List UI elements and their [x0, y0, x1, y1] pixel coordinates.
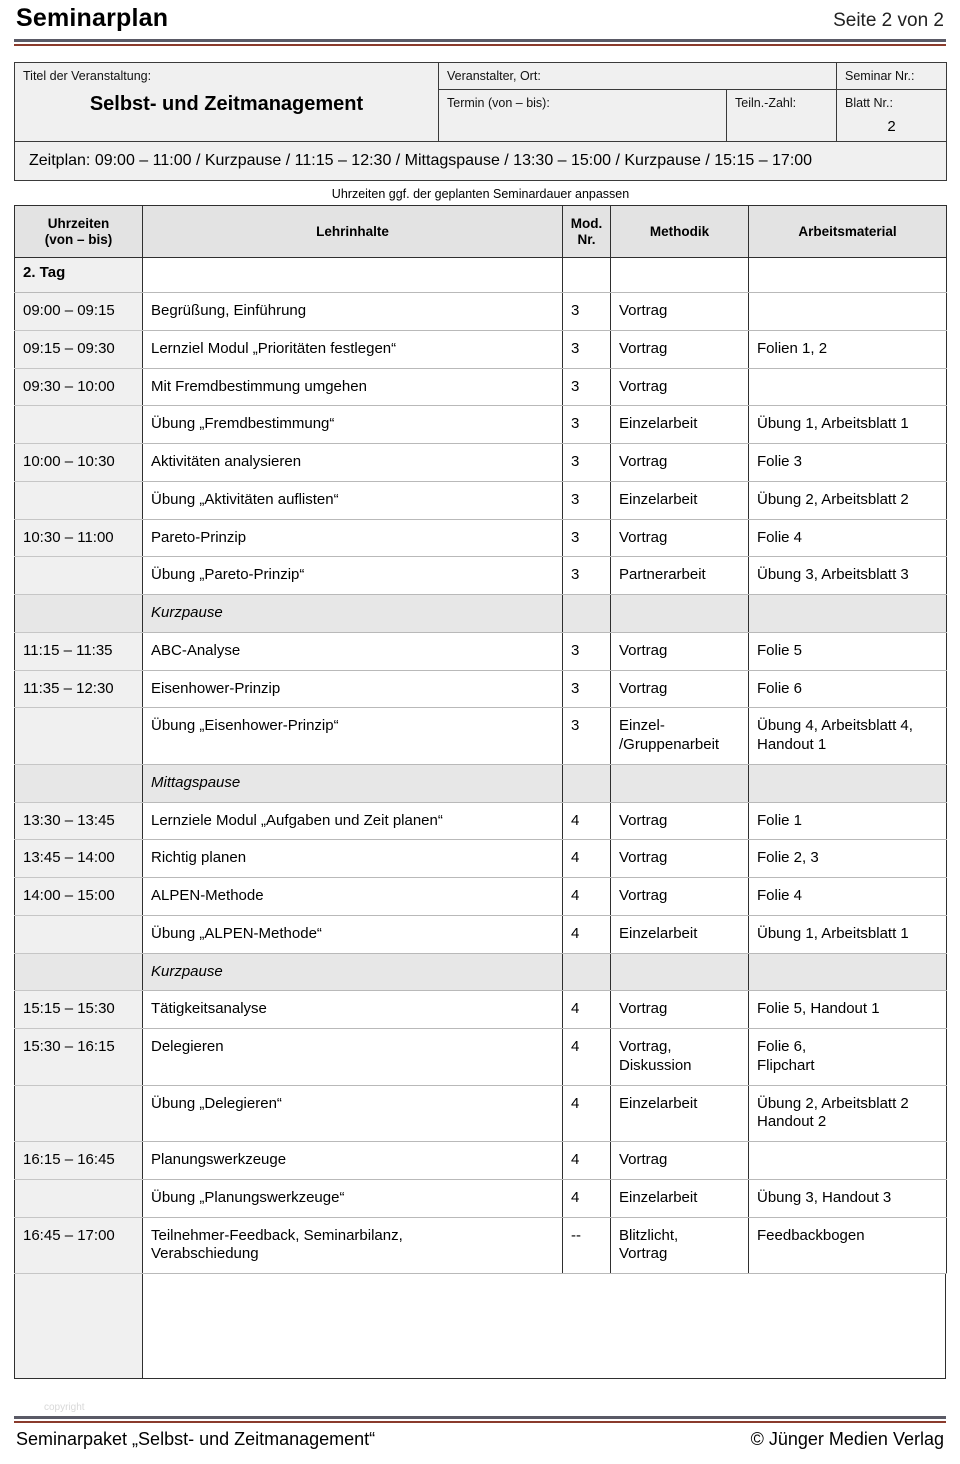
table-row — [15, 915, 947, 953]
table-row — [15, 1179, 947, 1217]
cell-time: 10:00 – 10:30 — [15, 444, 143, 482]
cell-module-nr: 4 — [563, 1142, 611, 1180]
header-divider — [14, 39, 946, 46]
column-header-mod-line1: Mod. — [570, 216, 603, 231]
info-row-title — [15, 63, 947, 90]
cell-module-nr: 4 — [563, 1085, 611, 1142]
info-cell-seminar-nr — [837, 63, 947, 90]
table-row — [15, 878, 947, 916]
cell-content: Eisenhower-Prinzip — [143, 670, 563, 708]
cell-time: 13:45 – 14:00 — [15, 840, 143, 878]
cell-method: Vortrag — [611, 1142, 749, 1180]
cell-module-nr: 3 — [563, 519, 611, 557]
cell-method: Einzel- /Gruppenarbeit — [611, 708, 749, 765]
cell-module-nr: 4 — [563, 991, 611, 1029]
cell-module-nr: 3 — [563, 406, 611, 444]
info-cell-blatt — [837, 90, 947, 142]
info-cell-termin — [439, 90, 727, 142]
footer-divider — [14, 1416, 946, 1423]
cell-material: Folie 3 — [749, 444, 947, 482]
table-row — [15, 802, 947, 840]
cell-material — [749, 368, 947, 406]
cell-module-nr: -- — [563, 1217, 611, 1274]
info-organizer-label: Veranstalter, Ort: — [447, 69, 541, 83]
info-title-label: Titel der Veranstaltung: — [23, 69, 152, 83]
cell-time — [15, 764, 143, 802]
cell-method: Vortrag — [611, 519, 749, 557]
schedule-table — [14, 205, 947, 1274]
cell-module-nr — [563, 953, 611, 991]
info-row-zeitplan — [15, 142, 947, 181]
cell-material — [749, 1142, 947, 1180]
cell-time: 16:15 – 16:45 — [15, 1142, 143, 1180]
cell-module-nr: 3 — [563, 557, 611, 595]
cell-method: Vortrag, Diskussion — [611, 1029, 749, 1086]
cell-time: 09:15 – 09:30 — [15, 330, 143, 368]
day-marker-blank-material — [749, 258, 947, 293]
cell-material: Übung 4, Arbeitsblatt 4, Handout 1 — [749, 708, 947, 765]
cell-time: 11:15 – 11:35 — [15, 632, 143, 670]
table-row — [15, 1142, 947, 1180]
info-cell-title — [15, 63, 439, 142]
cell-method: Einzelarbeit — [611, 481, 749, 519]
document-footer-wrap — [14, 1402, 946, 1454]
zeitplan-note: Uhrzeiten ggf. der geplanten Seminardauer anpassen — [15, 181, 947, 206]
table-row — [15, 1029, 947, 1086]
cell-time: 10:30 – 11:00 — [15, 519, 143, 557]
cell-time — [15, 481, 143, 519]
cell-time — [15, 953, 143, 991]
cell-content: Aktivitäten analysieren — [143, 444, 563, 482]
cell-material: Feedbackbogen — [749, 1217, 947, 1274]
cell-content: Planungswerkzeuge — [143, 1142, 563, 1180]
cell-module-nr: 3 — [563, 368, 611, 406]
info-blatt-label: Blatt Nr.: — [845, 96, 893, 110]
cell-method — [611, 764, 749, 802]
cell-time: 15:15 – 15:30 — [15, 991, 143, 1029]
table-row — [15, 1217, 947, 1274]
cell-content: Kurzpause — [143, 953, 563, 991]
table-row — [15, 953, 947, 991]
cell-material — [749, 595, 947, 633]
cell-method: Einzelarbeit — [611, 1085, 749, 1142]
cell-method: Partnerarbeit — [611, 557, 749, 595]
cell-material: Folie 1 — [749, 802, 947, 840]
info-teilnehmer-label: Teiln.-Zahl: — [735, 96, 797, 110]
column-header-material: Arbeitsmaterial — [749, 206, 947, 258]
cell-content: Übung „Eisenhower-Prinzip“ — [143, 708, 563, 765]
cell-module-nr — [563, 764, 611, 802]
cell-module-nr: 4 — [563, 1029, 611, 1086]
cell-method: Einzelarbeit — [611, 1179, 749, 1217]
table-row — [15, 1085, 947, 1142]
cell-content: Übung „Planungswerkzeuge“ — [143, 1179, 563, 1217]
cell-module-nr: 3 — [563, 293, 611, 331]
cell-module-nr: 4 — [563, 915, 611, 953]
cell-time: 09:30 – 10:00 — [15, 368, 143, 406]
cell-module-nr: 3 — [563, 444, 611, 482]
info-termin-label: Termin (von – bis): — [447, 96, 550, 110]
cell-material: Übung 2, Arbeitsblatt 2 Handout 2 — [749, 1085, 947, 1142]
cell-time: 14:00 – 15:00 — [15, 878, 143, 916]
cell-material: Übung 1, Arbeitsblatt 1 — [749, 406, 947, 444]
cell-content: Übung „Fremdbestimmung“ — [143, 406, 563, 444]
cell-time: 16:45 – 17:00 — [15, 1217, 143, 1274]
cell-method: Vortrag — [611, 991, 749, 1029]
cell-method: Vortrag — [611, 670, 749, 708]
table-row — [15, 670, 947, 708]
info-cell-organizer — [439, 63, 837, 90]
schedule-empty-tail-time-column — [15, 1274, 143, 1378]
table-row — [15, 764, 947, 802]
info-blatt-value: 2 — [887, 118, 896, 135]
column-header-method: Methodik — [611, 206, 749, 258]
day-marker-row — [15, 258, 947, 293]
cell-content: Übung „ALPEN-Methode“ — [143, 915, 563, 953]
cell-content: ALPEN-Methode — [143, 878, 563, 916]
cell-method: Blitzlicht, Vortrag — [611, 1217, 749, 1274]
table-row — [15, 444, 947, 482]
cell-material: Folie 6 — [749, 670, 947, 708]
zeitplan-text: Zeitplan: 09:00 – 11:00 / Kurzpause / 11:15 – 12:30 / Mittagspause / 13:30 – 15:00 / Kurzpause / 15:15 – 17:00 — [15, 142, 947, 181]
cell-time — [15, 595, 143, 633]
cell-method — [611, 595, 749, 633]
cell-content: Lernziele Modul „Aufgaben und Zeit planen“ — [143, 802, 563, 840]
cell-method: Vortrag — [611, 368, 749, 406]
cell-method: Vortrag — [611, 840, 749, 878]
table-row — [15, 632, 947, 670]
cell-material — [749, 293, 947, 331]
cell-time — [15, 557, 143, 595]
cell-material: Folie 4 — [749, 878, 947, 916]
table-row — [15, 368, 947, 406]
cell-module-nr: 3 — [563, 330, 611, 368]
cell-content: Lernziel Modul „Prioritäten festlegen“ — [143, 330, 563, 368]
cell-method — [611, 953, 749, 991]
page-indicator: Seite 2 von 2 — [833, 10, 944, 31]
cell-material: Übung 2, Arbeitsblatt 2 — [749, 481, 947, 519]
seminar-info-table — [14, 62, 947, 205]
table-row — [15, 840, 947, 878]
cell-content: Richtig planen — [143, 840, 563, 878]
cell-material: Folie 5 — [749, 632, 947, 670]
cell-content: Kurzpause — [143, 595, 563, 633]
cell-content: Pareto-Prinzip — [143, 519, 563, 557]
cell-content: Teilnehmer-Feedback, Seminarbilanz, Verabschiedung — [143, 1217, 563, 1274]
column-header-time — [15, 206, 143, 258]
cell-content: Übung „Aktivitäten auflisten“ — [143, 481, 563, 519]
schedule-header-row — [15, 206, 947, 258]
cell-module-nr: 4 — [563, 802, 611, 840]
document-header — [14, 0, 946, 39]
cell-content: Begrüßung, Einführung — [143, 293, 563, 331]
cell-time — [15, 406, 143, 444]
day-marker-blank-method — [611, 258, 749, 293]
footer-right-text: © Jünger Medien Verlag — [750, 1429, 944, 1449]
table-row — [15, 708, 947, 765]
cell-method: Vortrag — [611, 444, 749, 482]
cell-material: Übung 1, Arbeitsblatt 1 — [749, 915, 947, 953]
cell-module-nr: 3 — [563, 632, 611, 670]
footer-left-text: Seminarpaket „Selbst- und Zeitmanagement“ — [16, 1429, 376, 1449]
cell-time — [15, 915, 143, 953]
column-header-content: Lehrinhalte — [143, 206, 563, 258]
cell-material — [749, 953, 947, 991]
document-footer — [14, 1429, 946, 1454]
column-header-time-line1: Uhrzeiten — [47, 216, 110, 231]
cell-method: Vortrag — [611, 632, 749, 670]
cell-module-nr: 3 — [563, 670, 611, 708]
cell-material: Folie 4 — [749, 519, 947, 557]
cell-module-nr: 3 — [563, 708, 611, 765]
cell-material: Folien 1, 2 — [749, 330, 947, 368]
cell-method: Vortrag — [611, 293, 749, 331]
cell-method: Vortrag — [611, 802, 749, 840]
cell-time: 15:30 – 16:15 — [15, 1029, 143, 1086]
table-row — [15, 330, 947, 368]
column-header-time-line2: (von – bis) — [44, 231, 113, 247]
cell-time: 11:35 – 12:30 — [15, 670, 143, 708]
column-header-mod-line2: Nr. — [577, 231, 596, 247]
cell-module-nr: 4 — [563, 840, 611, 878]
cell-method: Vortrag — [611, 878, 749, 916]
cell-module-nr — [563, 595, 611, 633]
watermark-text: copyright — [44, 1402, 85, 1413]
cell-material: Folie 5, Handout 1 — [749, 991, 947, 1029]
table-row — [15, 406, 947, 444]
info-title-value: Selbst- und Zeitmanagement — [89, 93, 364, 115]
day-marker-label: 2. Tag — [15, 258, 143, 293]
cell-module-nr: 4 — [563, 878, 611, 916]
table-row — [15, 595, 947, 633]
cell-content: Mittagspause — [143, 764, 563, 802]
day-marker-blank-mod — [563, 258, 611, 293]
cell-method: Vortrag — [611, 330, 749, 368]
cell-time — [15, 1179, 143, 1217]
cell-material — [749, 764, 947, 802]
cell-content: Übung „Delegieren“ — [143, 1085, 563, 1142]
cell-material: Folie 6, Flipchart — [749, 1029, 947, 1086]
info-row-note — [15, 181, 947, 206]
cell-method: Einzelarbeit — [611, 406, 749, 444]
cell-time — [15, 1085, 143, 1142]
info-seminar-nr-label: Seminar Nr.: — [845, 69, 915, 83]
table-row — [15, 519, 947, 557]
column-header-mod — [563, 206, 611, 258]
table-row — [15, 557, 947, 595]
cell-module-nr: 3 — [563, 481, 611, 519]
cell-material: Folie 2, 3 — [749, 840, 947, 878]
cell-content: Tätigkeitsanalyse — [143, 991, 563, 1029]
cell-content: Delegieren — [143, 1029, 563, 1086]
table-row — [15, 481, 947, 519]
cell-method: Einzelarbeit — [611, 915, 749, 953]
cell-content: Übung „Pareto-Prinzip“ — [143, 557, 563, 595]
table-row — [15, 293, 947, 331]
info-cell-teilnehmer — [727, 90, 837, 142]
schedule-empty-tail — [14, 1274, 946, 1379]
day-marker-blank-content — [143, 258, 563, 293]
cell-time: 13:30 – 13:45 — [15, 802, 143, 840]
cell-time: 09:00 – 09:15 — [15, 293, 143, 331]
cell-material: Übung 3, Handout 3 — [749, 1179, 947, 1217]
table-row — [15, 991, 947, 1029]
page-title: Seminarplan — [16, 4, 169, 32]
cell-content: ABC-Analyse — [143, 632, 563, 670]
schedule-body — [15, 258, 947, 1274]
cell-material: Übung 3, Arbeitsblatt 3 — [749, 557, 947, 595]
cell-module-nr: 4 — [563, 1179, 611, 1217]
cell-time — [15, 708, 143, 765]
cell-content: Mit Fremdbestimmung umgehen — [143, 368, 563, 406]
